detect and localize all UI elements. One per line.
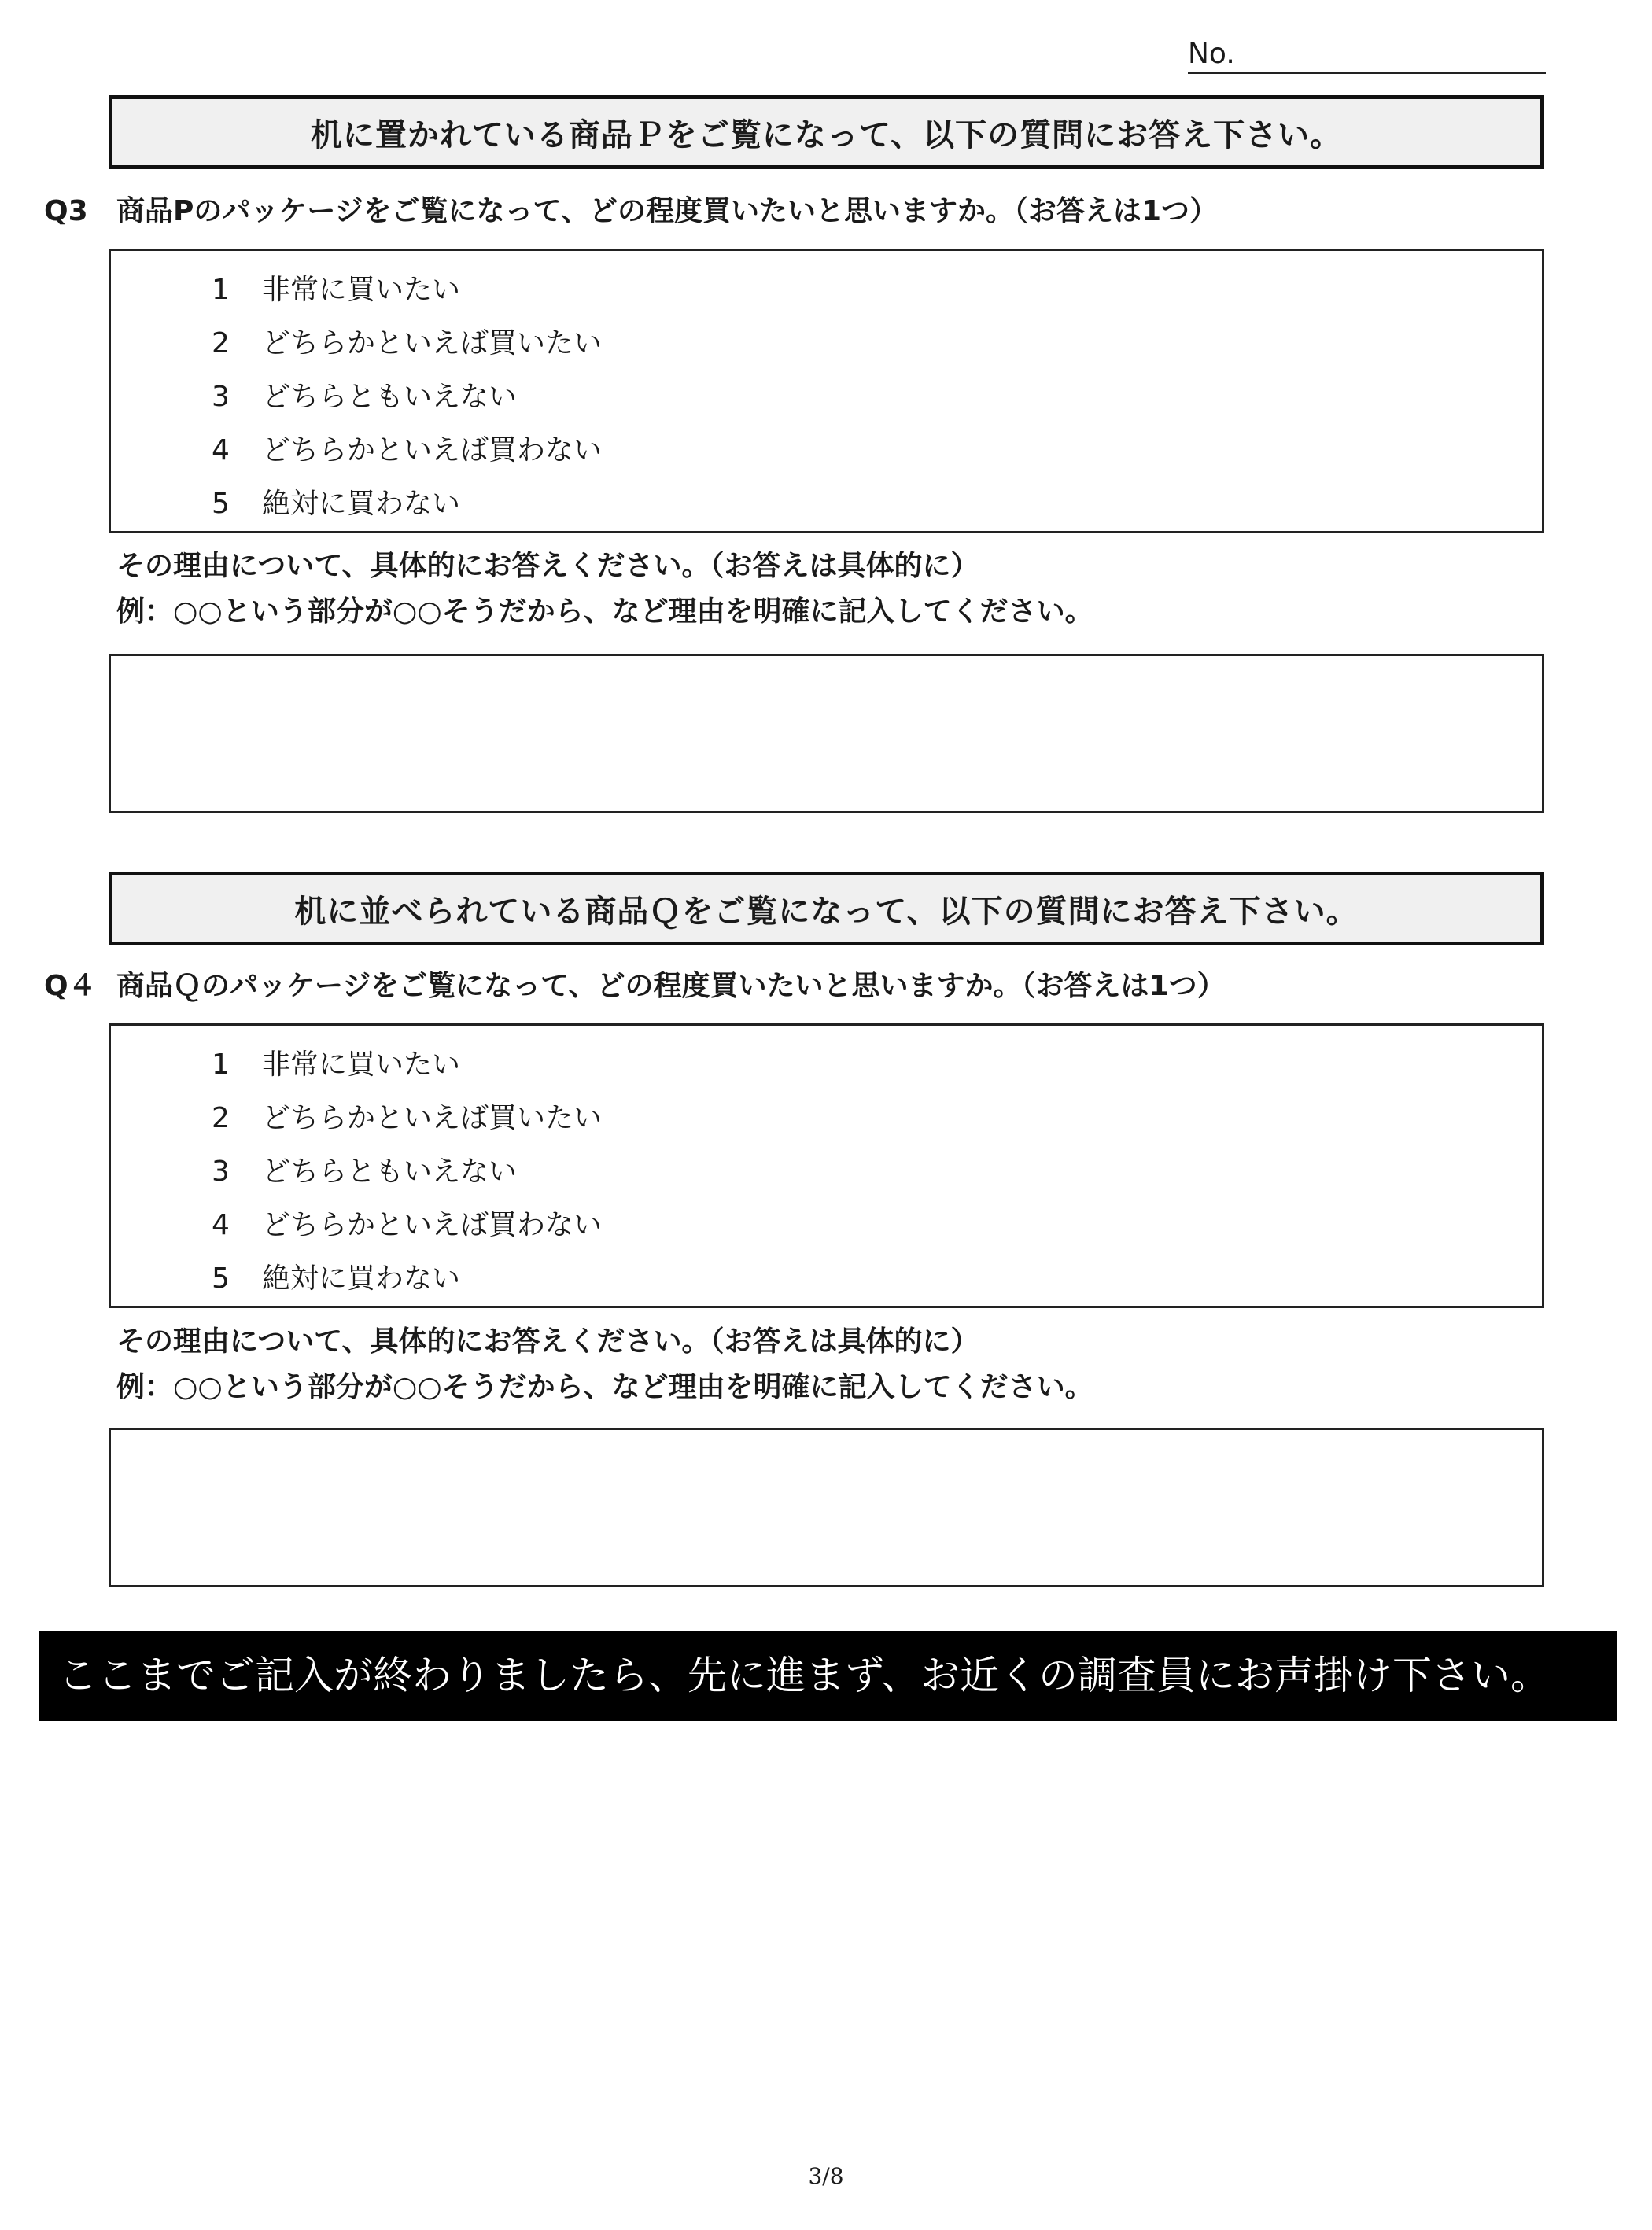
q3-reason-instructions [116, 544, 1093, 635]
section-title: 机に並べられている商品Ｑをご覧になって、以下の質問にお答え下さい。 [294, 893, 1359, 930]
page-number: 3/8 [808, 2163, 844, 2189]
option-label: どちらともいえない [262, 1156, 518, 1188]
notice-text: ここまでご記入が終わりましたら、先に進まず、お近くの調査員にお声掛け下さい。 [58, 1653, 1550, 1698]
q3-option-3[interactable] [212, 370, 1542, 424]
reason-example: 例：○○という部分が○○そうだから、など理由を明確に記入してください。 [116, 595, 1093, 628]
stop-notice-banner [39, 1631, 1617, 1721]
question-q4 [44, 964, 1226, 1004]
option-label: どちらかといえば買わない [262, 434, 603, 466]
option-number: 4 [212, 1209, 230, 1241]
option-label: 非常に買いたい [262, 274, 461, 306]
q4-reason-instructions [116, 1319, 1093, 1410]
respondent-number-field[interactable] [1188, 36, 1546, 74]
q4-option-4[interactable] [212, 1199, 1542, 1252]
question-text: 商品Ｑのパッケージをご覧になって、どの程度買いたいと思いますか。（お答えは1つ） [116, 970, 1226, 1002]
option-number: 2 [212, 327, 230, 359]
option-number: 1 [212, 274, 230, 306]
q3-reason-answer-box[interactable] [109, 654, 1544, 813]
reason-prompt: その理由について、具体的にお答えください。（お答えは具体的に） [116, 1325, 979, 1358]
q3-option-1[interactable] [212, 264, 1542, 317]
option-number: 2 [212, 1102, 230, 1134]
option-label: どちらかといえば買わない [262, 1209, 603, 1241]
option-label: 絶対に買わない [262, 488, 461, 520]
reason-example: 例：○○という部分が○○そうだから、など理由を明確に記入してください。 [116, 1371, 1093, 1403]
q4-option-5[interactable] [212, 1252, 1542, 1306]
option-label: 非常に買いたい [262, 1049, 461, 1081]
q3-option-4[interactable] [212, 424, 1542, 477]
option-number: 3 [212, 381, 230, 413]
option-number: 3 [212, 1156, 230, 1188]
q4-reason-answer-box[interactable] [109, 1428, 1544, 1587]
option-label: どちらかといえば買いたい [262, 327, 603, 359]
option-number: 1 [212, 1049, 230, 1081]
q4-option-2[interactable] [212, 1092, 1542, 1145]
q3-option-2[interactable] [212, 317, 1542, 370]
q3-options-box [109, 249, 1544, 533]
option-number: 4 [212, 434, 230, 466]
question-number: Q４ [44, 970, 97, 1002]
q4-option-1[interactable] [212, 1038, 1542, 1092]
section-header-product-p [109, 95, 1544, 169]
option-number: 5 [212, 488, 230, 520]
q3-option-5[interactable] [212, 477, 1542, 531]
question-q3 [44, 189, 1218, 229]
question-text: 商品Pのパッケージをご覧になって、どの程度買いたいと思いますか。（お答えは1つ） [116, 195, 1218, 227]
option-label: どちらともいえない [262, 381, 518, 413]
option-label: 絶対に買わない [262, 1262, 461, 1295]
section-header-product-q [109, 872, 1544, 945]
reason-prompt: その理由について、具体的にお答えください。（お答えは具体的に） [116, 550, 979, 582]
option-number: 5 [212, 1262, 230, 1295]
section-title: 机に置かれている商品Ｐをご覧になって、以下の質問にお答え下さい。 [310, 116, 1343, 153]
question-number: Q3 [44, 195, 88, 227]
number-label: No. [1188, 38, 1235, 70]
option-label: どちらかといえば買いたい [262, 1102, 603, 1134]
q4-option-3[interactable] [212, 1145, 1542, 1199]
q4-options-box [109, 1023, 1544, 1308]
